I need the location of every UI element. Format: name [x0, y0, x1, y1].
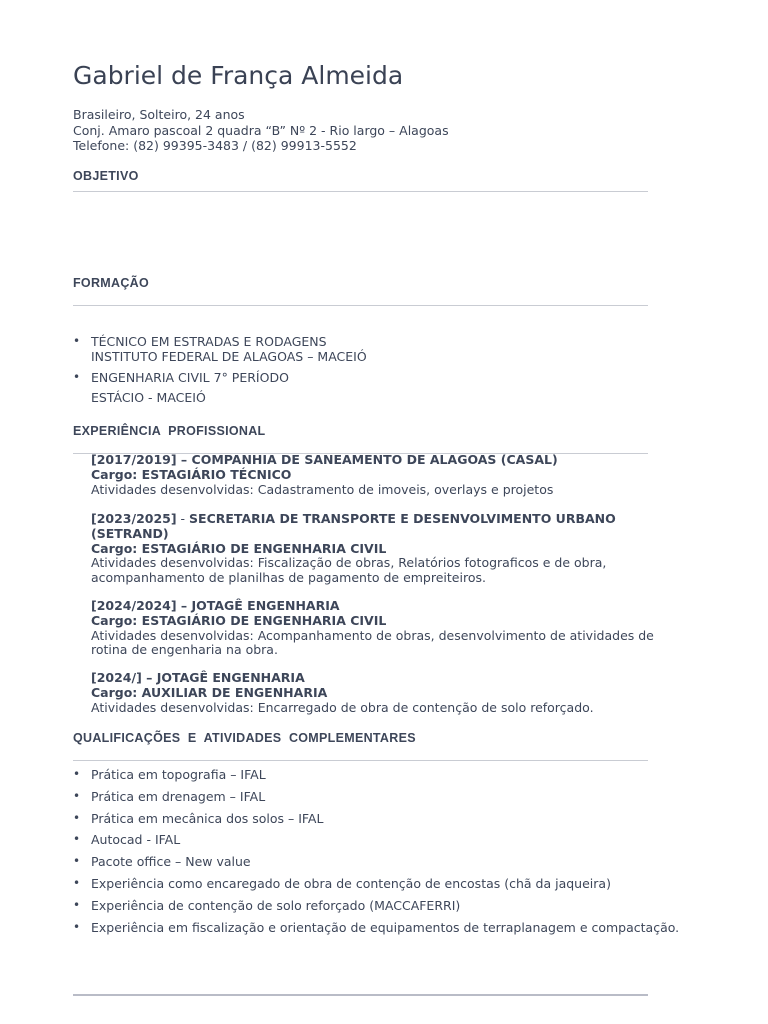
- list-item: [73, 811, 679, 826]
- address: Conj. Amaro pascoal 2 quadra “B” Nº 2 - Rio largo – Alagoas: [73, 122, 449, 138]
- job-header: [2024/2024] – JOTAGÊ ENGENHARIA: [91, 598, 340, 613]
- qualification-text: Experiência de contenção de solo reforçado (MACCAFERRI): [91, 897, 461, 913]
- bullet-icon: •: [73, 919, 81, 934]
- job-activities: Atividades desenvolvidas: Cadastramento de imoveis, overlays e projetos: [91, 481, 554, 497]
- qualification-text: Experiência como encaregado de obra de contenção de encostas (chã da jaqueira): [91, 875, 611, 891]
- job-header: [91, 512, 671, 542]
- bullet-icon: •: [73, 810, 81, 825]
- job-role: Cargo: AUXILIAR DE ENGENHARIA: [91, 684, 328, 700]
- qualification-text: Pacote office – New value: [91, 854, 251, 870]
- phone: Telefone: (82) 99395-3483 / (82) 99913-5552: [73, 138, 357, 153]
- formacao-list: [73, 334, 367, 411]
- list-item: [73, 854, 679, 869]
- institution: INSTITUTO FEDERAL DE ALAGOAS – MACEIÓ: [91, 349, 367, 364]
- qualification-text: Prática em topografia – IFAL: [91, 767, 266, 782]
- section-divider: [73, 305, 648, 306]
- job-header: [2024/] – JOTAGÊ ENGENHARIA: [91, 670, 305, 685]
- job-separator: -: [176, 511, 190, 526]
- course-name: ENGENHARIA CIVIL 7° PERÍODO: [91, 370, 289, 385]
- section-title-objetivo: OBJETIVO: [73, 169, 139, 183]
- candidate-name: Gabriel de França Almeida: [73, 61, 404, 90]
- bullet-icon: •: [73, 788, 81, 803]
- list-item: [73, 370, 367, 405]
- list-item: [73, 789, 679, 804]
- section-divider: [73, 760, 648, 761]
- job-role: Cargo: ESTAGIÁRIO DE ENGENHARIA CIVIL: [91, 612, 387, 628]
- job-activities: Atividades desenvolvidas: Fiscalização de obras, Relatórios fotograficos e de obra, acompanhamento de planilhas de pagamento de empreiteiros.: [91, 555, 607, 586]
- qualification-text: Prática em mecânica dos solos – IFAL: [91, 810, 324, 826]
- institution: ESTÁCIO - MACEIÓ: [91, 390, 206, 405]
- job-entry: [91, 453, 671, 497]
- section-divider: [73, 191, 648, 192]
- job-header: [2017/2019] – COMPANHIA DE SANEAMENTO DE ALAGOAS (CASAL): [91, 452, 558, 467]
- job-entry: [91, 512, 671, 586]
- job-activities: Atividades desenvolvidas: Encarregado de obra de contenção de solo reforçado.: [91, 699, 594, 715]
- job-role: Cargo: ESTAGIÁRIO DE ENGENHARIA CIVIL: [91, 540, 387, 556]
- list-item: [73, 920, 679, 935]
- section-title-experiencia: EXPERIÊNCIA PROFISSIONAL: [73, 424, 266, 438]
- list-item: [73, 876, 679, 891]
- qualification-text: Prática em drenagem – IFAL: [91, 788, 266, 804]
- job-organization: SECRETARIA DE TRANSPORTE E DESENVOLVIMENTO URBANO (SETRAND): [91, 511, 616, 541]
- list-item: [73, 898, 679, 913]
- qualificacoes-list: [73, 767, 679, 941]
- list-item: [73, 767, 679, 782]
- section-title-formacao: FORMAÇÃO: [73, 276, 150, 290]
- section-title-qualificacoes: QUALIFICAÇÕES E ATIVIDADES COMPLEMENTARES: [73, 731, 416, 745]
- personal-details: Brasileiro, Solteiro, 24 anos: [73, 107, 245, 122]
- list-item: [73, 334, 367, 364]
- job-activities: Atividades desenvolvidas: Acompanhamento de obras, desenvolvimento de atividades de rotina de engenharia na obra.: [91, 627, 654, 658]
- footer-divider: [73, 994, 648, 996]
- qualification-text: Experiência em fiscalização e orientação de equipamentos de terraplanagem e compactação.: [91, 919, 680, 935]
- contact-info: [73, 107, 449, 154]
- bullet-icon: •: [73, 370, 81, 384]
- bullet-icon: •: [73, 767, 81, 781]
- job-role: Cargo: ESTAGIÁRIO TÉCNICO: [91, 466, 292, 482]
- course-name: TÉCNICO EM ESTRADAS E RODAGENS: [91, 334, 327, 349]
- job-entry: [91, 599, 671, 658]
- list-item: [73, 832, 679, 847]
- bullet-icon: •: [73, 854, 81, 869]
- job-entry: [91, 671, 671, 715]
- job-period: [2023/2025]: [91, 511, 177, 526]
- bullet-icon: •: [73, 334, 81, 348]
- bullet-icon: •: [73, 875, 81, 890]
- qualification-text: Autocad - IFAL: [91, 832, 181, 848]
- bullet-icon: •: [73, 897, 81, 912]
- bullet-icon: •: [73, 832, 81, 847]
